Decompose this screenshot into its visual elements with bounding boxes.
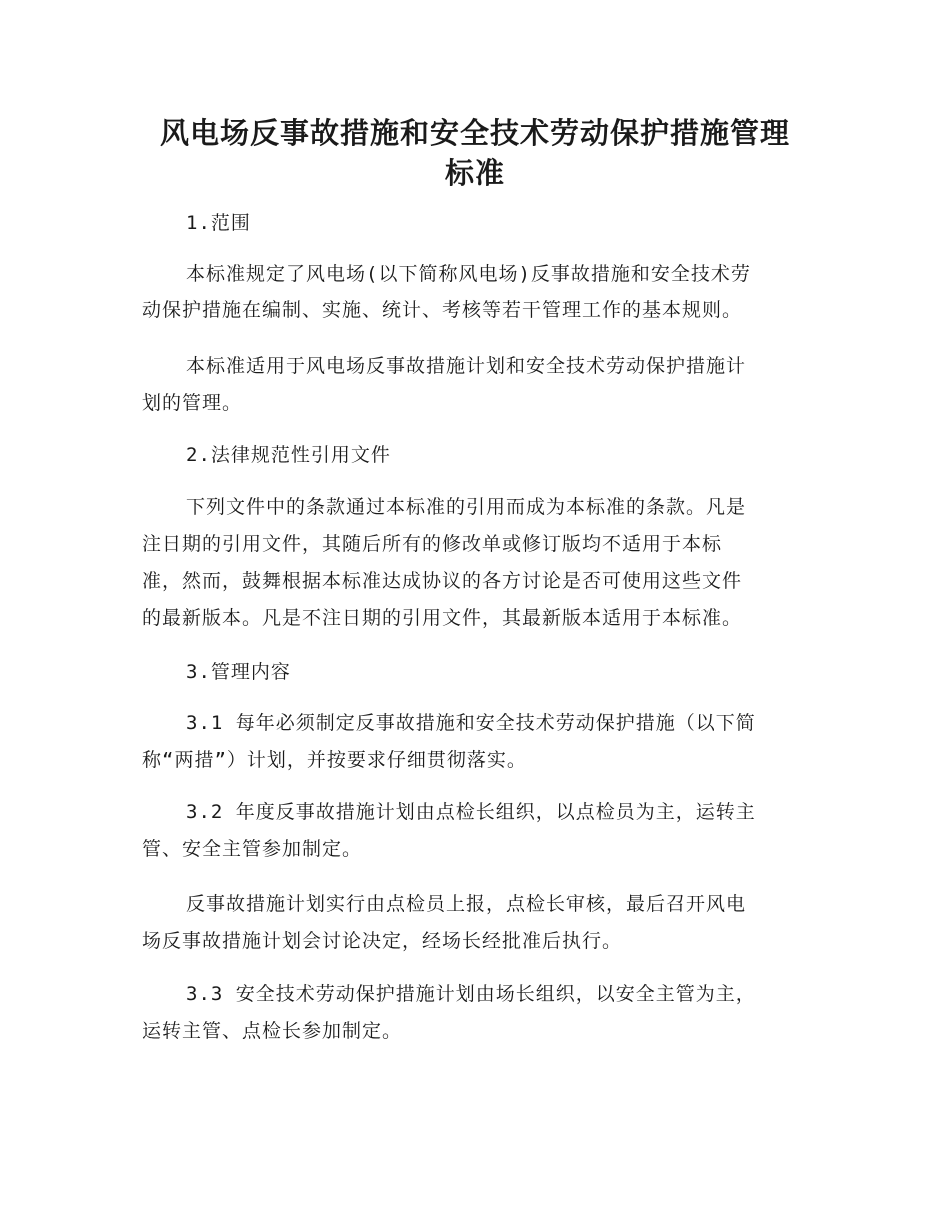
paragraph-line: 动保护措施在编制、实施、统计、考核等若干管理工作的基本规则。 bbox=[142, 299, 743, 321]
document-title-line-2: 标准 bbox=[444, 156, 505, 190]
document-title-line-1: 风电场反事故措施和安全技术劳动保护措施管理 bbox=[159, 116, 790, 150]
paragraph-line: 管、安全主管参加制定。 bbox=[142, 838, 363, 860]
paragraph-line: 3.2 年度反事故措施计划由点检长组织，以点检员为主，运转主 bbox=[186, 801, 756, 823]
paragraph-line: 本标准适用于风电场反事故措施计划和安全技术劳动保护措施计 bbox=[186, 355, 747, 377]
paragraph-line: 反事故措施计划实行由点检员上报，点检长审核，最后召开风电 bbox=[186, 893, 747, 915]
paragraph-line: 3.1 每年必须制定反事故措施和安全技术劳动保护措施（以下简 bbox=[186, 712, 756, 734]
paragraph-line: 称“两措”）计划，并按要求仔细贯彻落实。 bbox=[142, 749, 527, 771]
paragraph-line: 下列文件中的条款通过本标准的引用而成为本标准的条款。凡是 bbox=[186, 496, 747, 518]
section-heading-references: 2.法律规范性引用文件 bbox=[186, 444, 391, 466]
section-heading-scope: 1.范围 bbox=[186, 212, 251, 234]
paragraph-line: 运转主管、点检长参加制定。 bbox=[142, 1020, 403, 1042]
paragraph-line: 划的管理。 bbox=[142, 392, 243, 414]
paragraph-line: 注日期的引用文件，其随后所有的修改单或修订版均不适用于本标 bbox=[142, 533, 723, 555]
section-heading-management: 3.管理内容 bbox=[186, 661, 291, 683]
paragraph-line: 场反事故措施计划会讨论决定，经场长经批准后执行。 bbox=[142, 930, 623, 952]
paragraph-line: 准，然而，鼓舞根据本标准达成协议的各方讨论是否可使用这些文件 bbox=[142, 570, 743, 592]
paragraph-line: 3.3 安全技术劳动保护措施计划由场长组织，以安全主管为主， bbox=[186, 983, 756, 1005]
paragraph-line: 本标准规定了风电场(以下简称风电场)反事故措施和安全技术劳 bbox=[186, 263, 751, 285]
paragraph-line: 的最新版本。凡是不注日期的引用文件，其最新版本适用于本标准。 bbox=[142, 607, 743, 629]
